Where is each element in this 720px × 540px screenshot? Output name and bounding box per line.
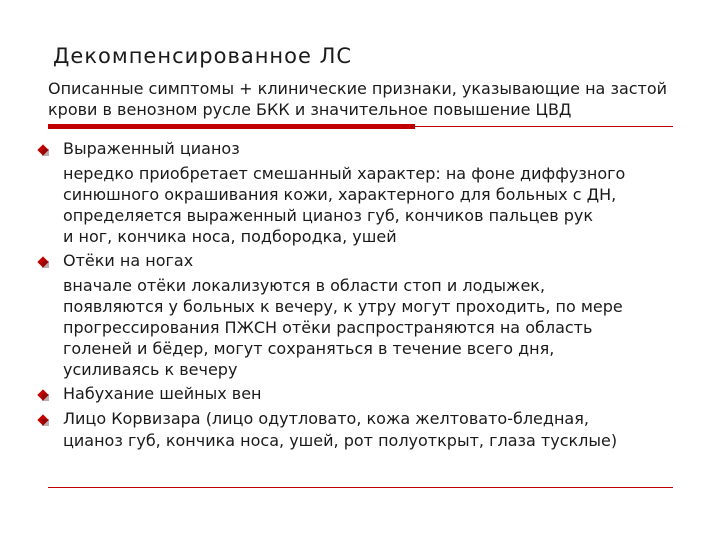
description-line: появляются у больных к вечеру, к утру могут проходить, по мере: [63, 297, 623, 316]
item-heading: Лицо Корвизара (лицо одутловато, кожа желтовато-бледная,: [63, 409, 589, 428]
item-heading: Отёки на ногах: [63, 251, 194, 270]
diamond-bullet-icon: [36, 255, 50, 269]
footer-divider: [48, 487, 673, 488]
diamond-bullet-icon: [36, 388, 50, 402]
slide-title: Декомпенсированное ЛС: [53, 44, 353, 68]
title-divider-thick: [48, 124, 415, 129]
item-heading: Набухание шейных вен: [63, 384, 262, 403]
description-line: голеней и бёдер, могут сохраняться в течение всего дня,: [63, 339, 555, 358]
list-item: [36, 408, 706, 452]
diamond-bullet-icon: [36, 413, 50, 427]
description-line: синюшного окрашивания кожи, характерного для больных с ДН,: [63, 185, 617, 204]
slide-subtitle: [48, 78, 720, 120]
bullet-list: [36, 138, 706, 452]
description-line: определяется выраженный цианоз губ, кончиков пальцев рук: [63, 206, 594, 225]
subtitle-line: Описанные симптомы + клинические признаки, указывающие на застой: [48, 79, 668, 98]
subtitle-line: крови в венозном русле БКК и значительное повышение ЦВД: [48, 100, 572, 119]
item-heading: Выраженный цианоз: [63, 139, 240, 158]
description-line: нередко приобретает смешанный характер: на фоне диффузного: [63, 164, 626, 183]
list-item: [36, 138, 706, 247]
description-line: усиливаясь к вечеру: [63, 360, 238, 379]
title-divider-thin: [415, 126, 673, 127]
diamond-bullet-icon: [36, 143, 50, 157]
description-line: и ног, кончика носа, подбородка, ушей: [63, 227, 397, 246]
description-line: прогрессирования ПЖСН отёки распространяются на область: [63, 318, 593, 337]
item-description: [63, 275, 706, 380]
list-item: [36, 383, 706, 405]
list-item: [36, 250, 706, 380]
description-line: вначале отёки локализуются в области стоп и лодыжек,: [63, 276, 546, 295]
item-description: [63, 430, 706, 452]
description-line: цианоз губ, кончика носа, ушей, рот полуоткрыт, глаза тусклые): [63, 431, 618, 450]
item-description: [63, 163, 706, 247]
